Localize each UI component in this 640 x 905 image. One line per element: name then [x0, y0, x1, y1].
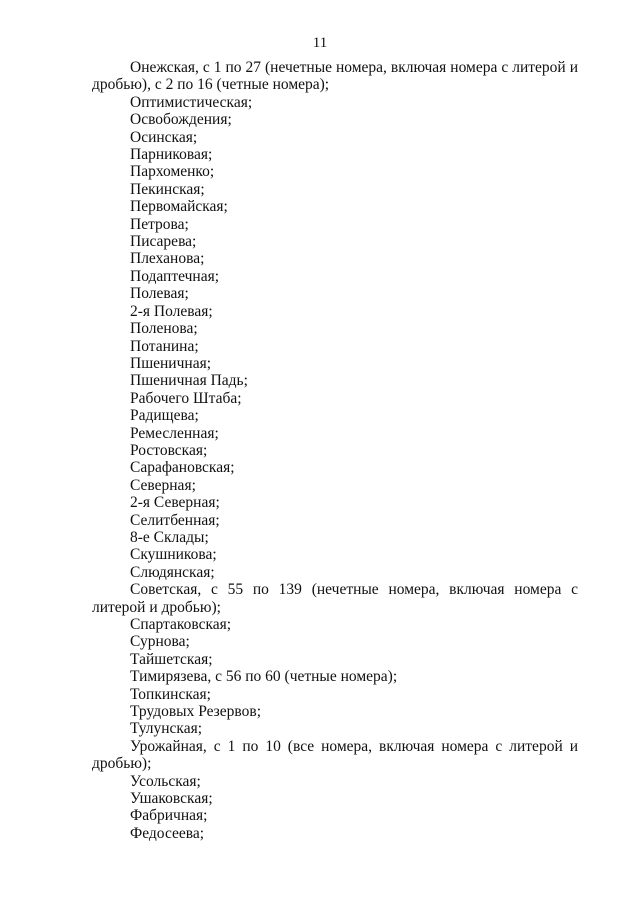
street-entry: Сурнова; — [130, 633, 190, 651]
street-entry: Плеханова; — [130, 250, 205, 268]
street-entry: Федосеева; — [130, 824, 205, 842]
page-number: 11 — [312, 35, 328, 51]
street-entry: Пекинская; — [130, 180, 205, 198]
street-entry: Парниковая; — [130, 146, 213, 164]
street-entry: Северная; — [130, 476, 196, 494]
street-entry: Топкинская; — [130, 685, 211, 703]
street-entry: Сарафановская; — [130, 459, 235, 477]
street-entry: Потанина; — [130, 337, 199, 355]
street-entry: Освобождения; — [130, 111, 232, 129]
street-entry: Пархоменко; — [130, 163, 215, 181]
street-entry: Полевая; — [130, 285, 189, 303]
street-entry: Подаптечная; — [130, 267, 220, 285]
street-entry: Трудовых Резервов; — [130, 703, 262, 721]
street-entry: 2-я Полевая; — [130, 302, 213, 320]
street-entry: Урожайная, с 1 по 10 (все номера, включая номера с литерой и дробью); — [92, 737, 578, 773]
street-entry: Петрова; — [130, 215, 189, 233]
street-entry: Усольская; — [130, 772, 201, 790]
street-entry: Ростовская; — [130, 441, 208, 459]
street-entry: Поленова; — [130, 320, 198, 338]
street-entry: Ремесленная; — [130, 424, 219, 442]
street-entry: Советская, с 55 по 139 (нечетные номера, включая номера с литерой и дробью); — [92, 581, 578, 616]
street-entry: Тайшетская; — [130, 650, 213, 668]
street-entry: Пшеничная; — [130, 354, 212, 372]
street-entry: Ушаковская; — [130, 790, 213, 808]
street-entry: Скушникова; — [130, 546, 217, 564]
street-entry: 8-е Склады; — [130, 528, 209, 546]
street-entry: Оптимистическая; — [130, 93, 253, 111]
street-entry: Спартаковская; — [130, 616, 232, 633]
street-entry: Фабричная; — [130, 807, 208, 825]
street-entry: Селитбенная; — [130, 511, 220, 529]
street-entry: Слюдянская; — [130, 563, 215, 581]
street-entry: Тулунская; — [130, 720, 203, 738]
street-entry: Радищева; — [130, 407, 199, 425]
street-entry: Онежская, с 1 по 27 (нечетные номера, включая номера с литерой и дробью), с 2 по 16 (четные номера); — [92, 59, 578, 94]
street-list — [92, 59, 578, 842]
street-entry: Рабочего Штаба; — [130, 389, 242, 407]
street-entry: Пшеничная Падь; — [130, 372, 248, 390]
street-entry: Писарева; — [130, 233, 197, 251]
street-entry: Тимирязева, с 56 по 60 (четные номера); — [130, 668, 398, 686]
street-entry: Первомайская; — [130, 198, 228, 216]
street-entry: Осинская; — [130, 128, 198, 146]
street-entry: 2-я Северная; — [130, 494, 220, 512]
